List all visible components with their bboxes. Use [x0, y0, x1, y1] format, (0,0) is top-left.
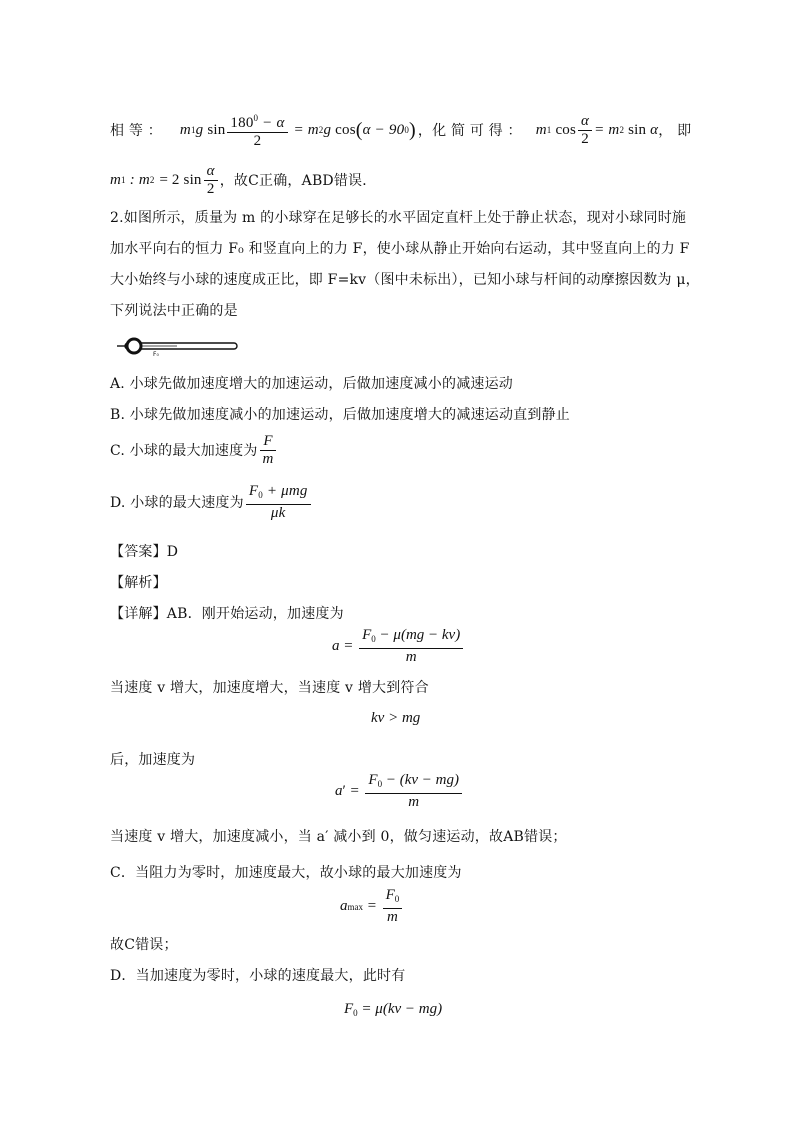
equation-kv-gt-mg: kv > mg: [371, 710, 421, 726]
equation-a: a = $\frac{F_0 - \mu(mg - kv)}{m}$: [332, 628, 465, 665]
option-d-analysis: D．当加速度为零时，小球的速度最大，此时有: [110, 968, 406, 984]
ball: [127, 339, 141, 353]
analysis-label: 【解析】: [110, 575, 167, 591]
force-label: F₀: [153, 351, 159, 358]
ball-rod-diagram: [115, 335, 240, 359]
option-b: B. 小球先做加速度减小的加速运动，后做加速度增大的减速运动直到静止: [110, 407, 570, 423]
detail-ab: 【详解】AB．刚开始运动，加速度为: [110, 606, 344, 622]
intro-line-2: [110, 163, 376, 197]
question-line-1: 2.如图所示，质量为 m 的小球穿在足够长的水平固定直杆上处于静止状态，现对小球同时施: [110, 210, 687, 226]
option-c-formula: $\frac{F}{m}$: [260, 434, 277, 467]
speed-increase-2: 当速度 v 增大，加速度减小，当 a′ 减小到 0，做匀速运动，故AB错误；: [110, 829, 567, 845]
speed-increase-1: 当速度 v 增大，加速度增大，当速度 v 增大到符合: [110, 680, 429, 696]
equation-1: m 1 g sin $\frac{180^0 - \alpha}{2}$ = m 2 g cos ( α − 90 0 ): [179, 113, 416, 149]
intro-line-1: [110, 113, 691, 147]
intro-seg-2: ，化 简 可 得 ：: [417, 123, 522, 139]
intro-seg-3: ， 即: [658, 123, 692, 139]
question-line-4: 下列说法中正确的是: [110, 303, 238, 319]
option-c-analysis: C．当阻力为零时，加速度最大，故小球的最大加速度为: [110, 865, 462, 881]
question-line-2: 加水平向右的恒力 F₀ 和竖直向上的力 F，使小球从静止开始向右运动，其中竖直向上的力 F: [110, 241, 690, 257]
option-c: C. 小球的最大加速度为 $\frac{F}{m}$: [110, 428, 279, 472]
option-d: D. 小球的最大速度为 $\frac{F_0 + \mu mg}{\mu k}$: [110, 480, 313, 524]
equation-f0: $F_0 = \mu(kv - mg)$: [344, 1001, 443, 1018]
option-a: A. 小球先做加速度增大的加速运动，后做加速度减小的减速运动: [110, 376, 514, 392]
option-c-wrong: 故C错误；: [110, 937, 178, 953]
equation-amax: a max = $\frac{F_0}{m}$: [340, 888, 404, 925]
equation-3: m 1 : m 2 = 2 sin $\frac{\alpha}{2}$: [110, 164, 220, 197]
option-d-formula: $\frac{F_0 + \mu mg}{\mu k}$: [246, 484, 311, 521]
question-line-3: 大小始终与小球的速度成正比，即 F=kv（图中未标出），已知小球与杆间的动摩擦因数为 μ，: [110, 272, 700, 288]
equation-2: m 1 cos $\frac{\alpha}{2}$ = m 2 sin α: [535, 112, 659, 147]
intro-seg-1: 相 等 ：: [110, 123, 162, 139]
after-label: 后，加速度为: [110, 752, 196, 768]
intro-conclusion: ，故C正确，ABD错误．: [219, 173, 377, 189]
equation-a-prime: a ′ = $\frac{F_0 - (kv - mg)}{m}$: [335, 773, 464, 810]
answer-label: 【答案】D: [110, 544, 179, 560]
